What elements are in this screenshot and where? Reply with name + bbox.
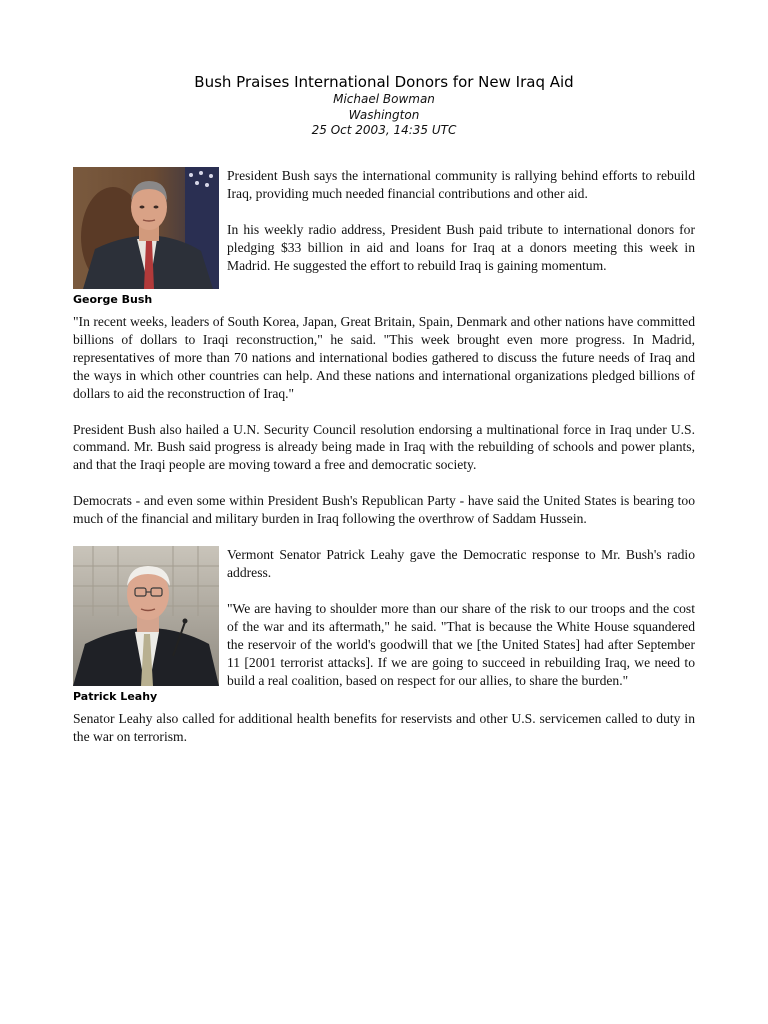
- article-title: Bush Praises International Donors for New Iraq Aid: [194, 73, 574, 91]
- article-location: Washington: [348, 107, 420, 122]
- paragraph: President Bush also hailed a U.N. Security Council resolution endorsing a multinational force in Iraq under U.S. command. Mr. Bush said progress is already being made in Iraq with the rebuilding of schools and power plants, and that the Iraqi people are moving toward a free and democratic society.: [73, 421, 695, 473]
- article-author: Michael Bowman: [333, 92, 435, 106]
- photo-block-bush: [73, 167, 219, 307]
- paragraph: "In recent weeks, leaders of South Korea, Japan, Great Britain, Spain, Denmark and other nations have committed billions of dollars to Iraqi reconstruction," he said. "This week brought even more progress. In Madrid, representatives of more than 70 nations and international bodies gathered to discuss the future needs of Iraq and the ways in which other countries can help. And these nations and international organizations pledged billions of dollars to aid the reconstruction of Iraq.": [73, 314, 695, 401]
- paragraph: "We are having to shoulder more than our share of the risk to our troops and the cost of the war and its aftermath," he said. "That is because the White House squandered the reservoir of the world's goodwill that we [the United States] had after September 11 [2001 terrorist attacks]. If we are going to succeed in rebuilding Iraq, we need to build a real coalition, based on respect for our allies, to share the burden.": [227, 600, 695, 688]
- george-bush-caption: George Bush: [73, 293, 153, 306]
- photo-block-leahy: [73, 546, 219, 704]
- paragraph: Democrats - and even some within President Bush's Republican Party - have said the United States is bearing too much of the financial and military burden in Iraq following the overthrow of Saddam Hussein.: [73, 493, 695, 527]
- paragraph: Senator Leahy also called for additional health benefits for reservists and other U.S. servicemen called to duty in the war on terrorism.: [73, 711, 695, 744]
- paragraph: Vermont Senator Patrick Leahy gave the Democratic response to Mr. Bush's radio address.: [227, 547, 695, 580]
- paragraph: President Bush says the international community is rallying behind efforts to rebuild Iraq, providing much needed financial contributions and other aid.: [227, 168, 695, 201]
- article-body: [73, 167, 695, 764]
- paragraph: In his weekly radio address, President Bush paid tribute to international donors for pledging $33 billion in aid and loans for Iraq at a donors meeting this week in Madrid. He suggested the effort to rebuild Iraq is gaining momentum.: [227, 221, 695, 273]
- article-dateline: 25 Oct 2003, 14:35 UTC: [311, 123, 457, 137]
- patrick-leahy-photo: [73, 546, 219, 686]
- george-bush-photo: [73, 167, 219, 289]
- patrick-leahy-caption: Patrick Leahy: [73, 690, 158, 704]
- article-header: [0, 73, 768, 139]
